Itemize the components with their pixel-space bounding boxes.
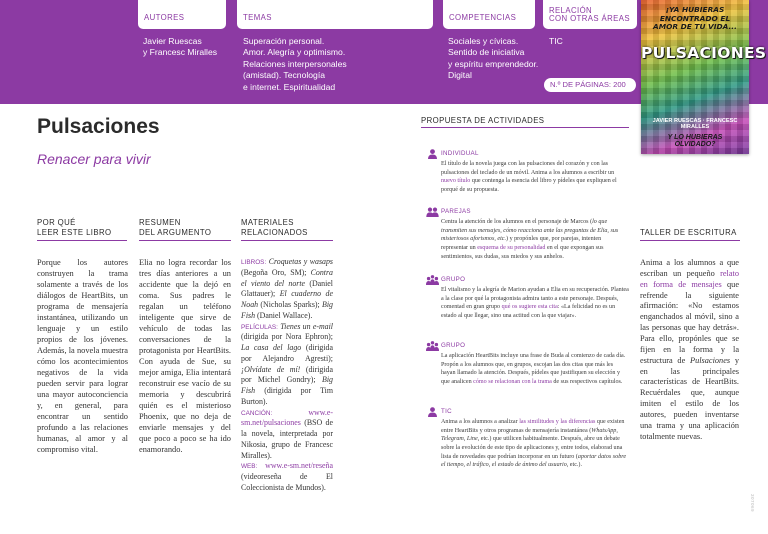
film-title: ¡Olvídate de mí! [241,364,301,374]
resumen-heading [139,218,231,241]
text-run: , etc.) que utilicen habitualmente. Después, abre un debate sobre la evolución de este tipo de aplicaciones y, entre todos, elaborad una lista de novedades que podrían incorporar en un futuro ( [441,436,623,460]
text-run: , etc.). [566,462,582,469]
film-title: Big Fish [241,375,333,395]
film-note: (dirigida por Nora Ephron); [241,332,333,342]
activity-label-text: GRUPO [441,276,466,283]
highlight-run: esquema de su personalidad [477,244,546,251]
text-run: : «La felicidad no es un estado al que llegar, sino una actitud con la que viajar». [441,304,616,319]
activities-rule [421,127,629,128]
film-note: (dirigida por Michel Gondry); [241,364,333,385]
materiales-text [241,257,333,494]
activity-grupo-2 [426,341,629,387]
activity-label [426,149,629,159]
label-text: RELACIÓN [549,6,593,15]
competencias-value [448,36,538,82]
film-title: Tienes un e-mail [280,321,333,331]
book-title: El cuaderno de Noah [241,289,333,309]
tema-line: e internet. Espiritualidad [243,81,336,92]
film-title: La casa del lago [241,343,302,352]
tema-line: Relaciones interpersonales [243,58,347,69]
person-icon [426,149,439,159]
highlight-run: relato en forma de mensajes [640,268,739,289]
cancion-note: (BSO de la novela, interpretada por Nikosia, grupo de Francesc Miralles). [241,418,333,460]
italic-run: lo que transmiten sus mensajes, cómo reacciona ante las preguntas de Elia, sus misteriosos aforismos, etc. [441,219,619,243]
heading-line: DEL ARGUMENTO [139,227,212,237]
label-relacion [543,0,637,29]
competencia-line: Sociales y cívicas. [448,36,519,46]
web-label: WEB: [241,463,258,471]
text-run: que existen entre HeartBits y otros programas de mensajería instantánea ( [441,419,625,434]
activity-text [441,418,629,470]
group-icon [426,275,439,285]
author-line: Javier Ruescas [143,36,202,46]
autores-value [143,36,217,59]
temas-value [243,36,347,93]
label-temas [237,0,433,29]
label-text: TEMAS [243,13,272,22]
label-text: CON OTRAS ÁREAS [549,14,630,24]
activity-tic [426,407,629,470]
book-note: (Nicholas Sparks); [260,300,320,309]
tema-line: Amor. Alegría y optimismo. [243,47,346,58]
activities-heading: PROPUESTA DE ACTIVIDADES [421,116,545,125]
activity-text [441,218,629,261]
page-title: Pulsaciones [37,115,160,138]
activity-text [441,160,629,195]
competencia-line: Sentido de iniciativa [448,47,525,58]
competencia-line: y espíritu emprendedor. [448,58,539,69]
activity-label-text: INDIVIDUAL [441,150,479,157]
group-icon [426,341,439,351]
text-run: que refrende la siguiente afirmación: «No estamos enganchados al móvil, sino a las personas que hay detrás». Para ello, propónles que se fijen en la forma y la estructura de [640,279,739,365]
libros-label: LIBROS: [241,259,267,266]
activity-label-text: TIC [441,408,452,415]
book-note: (Daniel Wallace). [257,310,313,320]
highlight-run: cómo se relacionan con la trama [473,378,552,385]
competencia-line: Digital [448,70,472,81]
text-run: El título de la novela juega con las pulsaciones del corazón y con las pulsaciones del teclado de un móvil. Anima a los alumnos a escribir un [441,161,615,176]
label-autores [138,0,226,29]
label-competencias [443,0,535,29]
text-run: de sus respectivos capítulos. [553,378,623,385]
label-text: COMPETENCIAS [449,13,517,22]
heading-line: POR QUÉ [37,218,76,227]
activity-individual [426,149,629,195]
highlight-run: qué os sugiere esta cita [501,304,558,311]
heading-line: RELACIONADOS [241,227,308,237]
cover-authors: JAVIER RUESCAS · FRANCESC MIRALLES [652,118,738,130]
activity-label-text: PAREJAS [441,208,471,215]
film-note: (dirigida por Tim Burton). [241,386,333,406]
web-note: (videoreseña de El Coleccionista de Mundos). [241,472,333,492]
book-title: Big Fish [241,300,333,320]
resumen-text: Elia no logra recordar los tres días anteriores a un accidente que la dejó en coma. Sus padres le regalan un teléfono inteligente que sirve de vehículo de todas las conversaciones de la protagonista por HeartBits. Con ayuda de Sue, su mejor amiga, Elia intentará reconstruir ese vacío de su memoria y descubrirá quién es el misterioso Phoenix, que no deja de enviarle mensajes y del que poco a poco se ha ido enamorando. [139,258,231,454]
heading-line: LEER ESTE LIBRO [37,227,112,237]
activity-parejas [426,207,629,261]
por-que-heading [37,218,127,241]
page-count-badge: N.º DE PÁGINAS: 200 [544,78,636,92]
activity-label-text: GRUPO [441,342,466,349]
activity-text [441,286,629,321]
cover-top-text: ¡YA HUBIERAS ENCONTRADO EL AMOR DE TU VIDA... [653,5,737,32]
book-cover [641,0,767,154]
italic-run: aportar datos sobre el tiempo, el tráfico, el estado de ánimo del usuario [441,453,627,469]
page-subtitle: Renacer para vivir [37,151,151,167]
taller-text [640,258,739,443]
cover-bottom-text: Y LO HUBIERAS OLVIDADO? [667,134,723,148]
web-link[interactable]: www.e-sm.net/reseña [265,461,333,471]
person-icon [426,407,439,417]
por-que-text: Porque los autores construyen la trama solamente a través de los diálogos de HeartBits, un programa de mensajería instantánea, utilizando un lenguaje y un estilo propios de los jóvenes. Además, la novela muestra cómo los acontecimientos negativos de la vida pueden servir para lograr una mayor autoconciencia y, en general, para encontrar un sentido profundo a las relaciones humanas, al amor y al compromiso vital. [37,258,128,454]
pair-icon [426,207,439,217]
materiales-heading [241,218,333,241]
highlight-run: las similitudes y las diferencias [519,419,596,425]
book-title: Croquetas y wasaps [268,257,333,266]
heading-line: RESUMEN [139,218,181,227]
text-run: El vitalismo y la alegría de Marion ayudan a Elia en su recuperación. Plantea a la clase por qué la protagonista admira tanto a este personaje. Después, comentad en gran grupo [441,287,629,311]
book-title: Contra el viento del norte [241,267,333,288]
activity-text [441,352,629,387]
italic-run: Pulsaciones [690,355,731,365]
text-run: Anima a los alumnos a que escriban un pequeño [640,258,739,278]
italic-run: WhatsApp, Telegram, Line [441,427,618,443]
book-note: (Daniel Glattauer); [241,278,333,299]
activity-label [426,275,629,285]
text-run: y en las principales características de HeartBits. Recuérdales que, aunque imiten el estilo de los autores, pueden inventarse una trama y una aplicación totalmente nuevas. [640,355,740,441]
side-code: 307069 [750,494,755,513]
text-run: que contenga la esencia del libro y pídeles que expliquen el porqué de su propuesta. [441,178,617,193]
activity-grupo-1 [426,275,629,321]
text-run: ) y propónles que, por parejas, intenten representar un [441,236,602,251]
text-run: Centra la atención de los alumnos en el personaje de Marcos ( [441,219,593,225]
tema-line: Superación personal. [243,36,325,46]
cancion-link[interactable]: www.e-sm.net/pulsaciones [241,407,333,428]
relacion-value: TIC [549,36,563,46]
activity-label [426,207,629,217]
text-run: La aplicación HeartBits incluye una frase de Buda al comienzo de cada día. Propón a los alumnos que, en grupos, escojan las dos citas que más les hayan llamado la atención. Después, pídeles que justifiquen su elección y que analicen [441,353,626,385]
cancion-label: CANCIÓN: [241,409,273,417]
label-text: AUTORES [144,13,185,22]
book-note: (Begoña Oro, SM); [241,267,307,277]
cover-title: PULSACIONES [641,44,767,62]
heading-line: MATERIALES [241,218,294,227]
peliculas-label: PELÍCULAS: [241,323,278,331]
taller-heading: TALLER DE ESCRITURA [640,228,740,241]
activity-label [426,341,629,351]
text-run: en el que expongan sus sentimientos, sus dudas, sus miedos y sus anhelos. [441,244,604,260]
activity-label [426,407,629,417]
film-note: (dirigida por Alejandro Agresti); [241,343,333,363]
author-line: y Francesc Miralles [143,47,218,58]
highlight-run: nuevo título [441,178,471,185]
text-run: Anima a los alumnos a analizar [441,419,518,425]
tema-line: (amistad). Tecnología [243,70,326,81]
